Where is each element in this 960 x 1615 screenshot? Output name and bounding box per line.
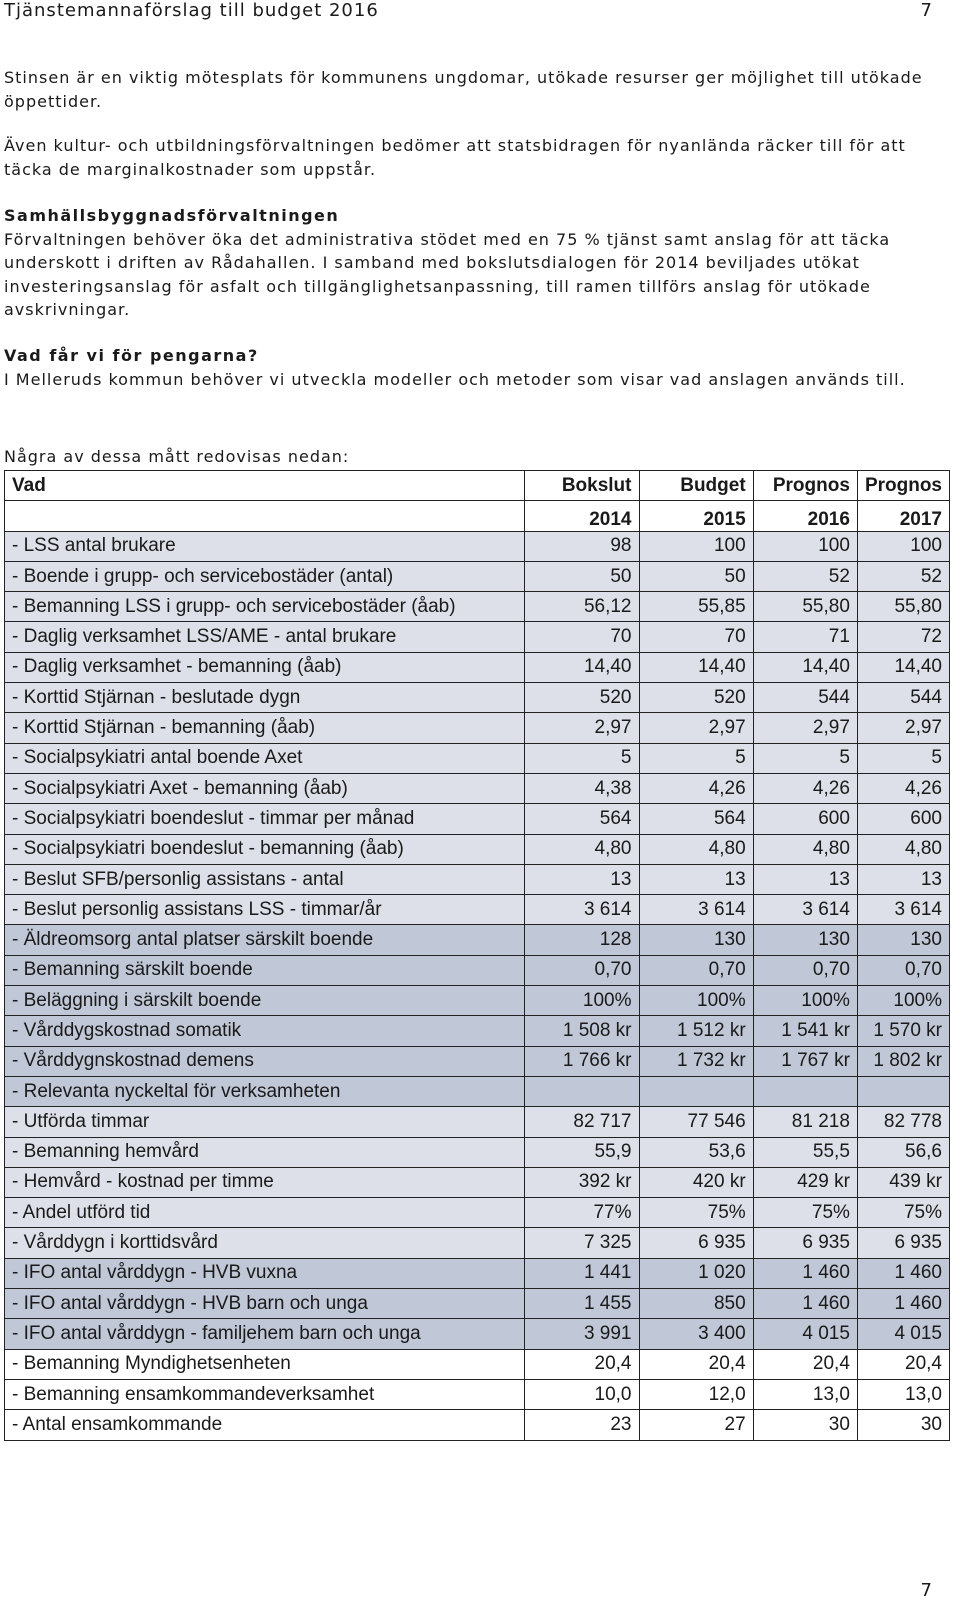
value-cell: 1 460 — [753, 1258, 857, 1288]
row-label-cell: - Bemanning hemvård — [5, 1137, 525, 1167]
value-cell: 4,80 — [753, 834, 857, 864]
value-cell: 4,80 — [639, 834, 753, 864]
table-row — [5, 895, 950, 925]
value-cell: 13 — [525, 864, 639, 894]
table-row — [5, 1076, 950, 1106]
table-row — [5, 652, 950, 682]
header-page-number: 7 — [920, 0, 932, 21]
table-row — [5, 1289, 950, 1319]
table-row — [5, 713, 950, 743]
value-cell: 3 614 — [857, 895, 949, 925]
header-cell: Vad — [5, 471, 525, 501]
row-label-cell: - Socialpsykiatri antal boende Axet — [5, 743, 525, 773]
value-cell: 1 802 kr — [857, 1046, 949, 1076]
row-label-cell: - Korttid Stjärnan - beslutade dygn — [5, 683, 525, 713]
value-cell: 56,12 — [525, 592, 639, 622]
row-label-cell: - Beslut SFB/personlig assistans - antal — [5, 864, 525, 894]
value-cell: 98 — [525, 531, 639, 561]
value-cell: 1 020 — [639, 1258, 753, 1288]
table-row — [5, 955, 950, 985]
header-cell: Prognos — [753, 471, 857, 501]
year-cell: 2014 — [525, 501, 639, 531]
value-cell: 27 — [639, 1410, 753, 1440]
value-cell: 1 508 kr — [525, 1016, 639, 1046]
row-label-cell: - Relevanta nyckeltal för verksamheten — [5, 1076, 525, 1106]
table-row — [5, 1167, 950, 1197]
value-cell: 56,6 — [857, 1137, 949, 1167]
value-cell: 75% — [639, 1198, 753, 1228]
value-cell: 50 — [525, 561, 639, 591]
value-cell: 6 935 — [639, 1228, 753, 1258]
table-row — [5, 1198, 950, 1228]
measures-table — [4, 470, 950, 1441]
section-vad-far-vi — [4, 344, 944, 391]
row-label-cell: - Bemanning LSS i grupp- och servicebostäder (åab) — [5, 592, 525, 622]
table-row — [5, 561, 950, 591]
table-row — [5, 804, 950, 834]
value-cell: 2,97 — [525, 713, 639, 743]
value-cell: 70 — [639, 622, 753, 652]
value-cell: 77 546 — [639, 1107, 753, 1137]
table-row — [5, 683, 950, 713]
value-cell: 850 — [639, 1289, 753, 1319]
value-cell: 100 — [639, 531, 753, 561]
table-row — [5, 1410, 950, 1440]
value-cell: 13 — [639, 864, 753, 894]
value-cell: 429 kr — [753, 1167, 857, 1197]
row-label-cell: - Antal ensamkommande — [5, 1410, 525, 1440]
row-label-cell: - Bemanning särskilt boende — [5, 955, 525, 985]
value-cell: 1 460 — [857, 1289, 949, 1319]
value-cell: 1 541 kr — [753, 1016, 857, 1046]
value-cell: 14,40 — [857, 652, 949, 682]
value-cell: 130 — [857, 925, 949, 955]
table-row — [5, 864, 950, 894]
row-label-cell: - Socialpsykiatri boendeslut - bemanning (åab) — [5, 834, 525, 864]
value-cell: 100 — [753, 531, 857, 561]
value-cell: 6 935 — [857, 1228, 949, 1258]
value-cell: 3 991 — [525, 1319, 639, 1349]
value-cell: 100% — [639, 986, 753, 1016]
row-label-cell: - Korttid Stjärnan - bemanning (åab) — [5, 713, 525, 743]
table-row — [5, 531, 950, 561]
value-cell: 392 kr — [525, 1167, 639, 1197]
value-cell: 72 — [857, 622, 949, 652]
value-cell: 544 — [857, 683, 949, 713]
value-cell: 4,26 — [639, 773, 753, 803]
table-row — [5, 986, 950, 1016]
value-cell — [525, 1076, 639, 1106]
value-cell: 55,85 — [639, 592, 753, 622]
table-row — [5, 1137, 950, 1167]
value-cell: 520 — [525, 683, 639, 713]
value-cell: 5 — [857, 743, 949, 773]
value-cell: 52 — [857, 561, 949, 591]
value-cell: 4,80 — [525, 834, 639, 864]
row-label-cell: - Beslut personlig assistans LSS - timmar/år — [5, 895, 525, 925]
value-cell: 0,70 — [753, 955, 857, 985]
header-cell: Bokslut — [525, 471, 639, 501]
value-cell: 2,97 — [857, 713, 949, 743]
value-cell: 3 614 — [753, 895, 857, 925]
footer-page-number: 7 — [920, 1580, 932, 1601]
section-heading: Samhällsbyggnadsförvaltningen — [4, 206, 340, 225]
value-cell: 75% — [753, 1198, 857, 1228]
value-cell: 0,70 — [857, 955, 949, 985]
value-cell: 52 — [753, 561, 857, 591]
year-cell — [5, 501, 525, 531]
value-cell: 544 — [753, 683, 857, 713]
table-row — [5, 925, 950, 955]
table-row — [5, 1046, 950, 1076]
value-cell: 3 400 — [639, 1319, 753, 1349]
value-cell — [639, 1076, 753, 1106]
section-body: Förvaltningen behöver öka det administrativa stödet med en 75 % tjänst samt anslag för att täcka underskott i driften av Rådahallen. I samband med bokslutsdialogen för 2014 beviljades utökat investeringsanslag för asfalt och tillgänglighetsanpassning, till ramen tillförs anslag för utökade avskrivningar. — [4, 229, 891, 319]
table-row — [5, 1379, 950, 1409]
table-row — [5, 1319, 950, 1349]
value-cell: 55,80 — [753, 592, 857, 622]
value-cell: 100 — [857, 531, 949, 561]
value-cell: 1 512 kr — [639, 1016, 753, 1046]
value-cell: 1 460 — [753, 1289, 857, 1319]
row-label-cell: - Äldreomsorg antal platser särskilt boende — [5, 925, 525, 955]
header-cell: Prognos — [857, 471, 949, 501]
value-cell: 20,4 — [857, 1349, 949, 1379]
value-cell: 3 614 — [639, 895, 753, 925]
row-label-cell: - Bemanning ensamkommandeverksamhet — [5, 1379, 525, 1409]
value-cell: 3 614 — [525, 895, 639, 925]
row-label-cell: - LSS antal brukare — [5, 531, 525, 561]
value-cell: 13 — [753, 864, 857, 894]
row-label-cell: - Beläggning i särskilt boende — [5, 986, 525, 1016]
value-cell: 4,26 — [753, 773, 857, 803]
value-cell: 600 — [753, 804, 857, 834]
value-cell: 2,97 — [753, 713, 857, 743]
table-row — [5, 743, 950, 773]
value-cell: 82 717 — [525, 1107, 639, 1137]
value-cell: 20,4 — [525, 1349, 639, 1379]
year-cell: 2017 — [857, 501, 949, 531]
value-cell: 1 767 kr — [753, 1046, 857, 1076]
table-row — [5, 1349, 950, 1379]
value-cell: 30 — [753, 1410, 857, 1440]
value-cell: 14,40 — [525, 652, 639, 682]
paragraph-kultur: Även kultur- och utbildningsförvaltningen bedömer att statsbidragen för nyanlända räcker till för att täcka de marginalkostnader som uppstår. — [4, 136, 906, 179]
paragraph-stinsen: Stinsen är en viktig mötesplats för kommunens ungdomar, utökade resurser ger möjlighet till utökade öppettider. — [4, 68, 923, 111]
row-label-cell: - Boende i grupp- och servicebostäder (antal) — [5, 561, 525, 591]
table-row — [5, 592, 950, 622]
value-cell: 564 — [525, 804, 639, 834]
row-label-cell: - IFO antal vårddygn - familjehem barn och unga — [5, 1319, 525, 1349]
table-header-row — [5, 471, 950, 501]
value-cell: 520 — [639, 683, 753, 713]
value-cell: 13 — [857, 864, 949, 894]
row-label-cell: - Vårddygskostnad somatik — [5, 1016, 525, 1046]
table-row — [5, 1228, 950, 1258]
row-label-cell: - Bemanning Myndighetsenheten — [5, 1349, 525, 1379]
section-body: I Melleruds kommun behöver vi utveckla modeller och metoder som visar vad anslagen används till. — [4, 369, 906, 389]
value-cell: 0,70 — [525, 955, 639, 985]
value-cell: 564 — [639, 804, 753, 834]
value-cell: 5 — [753, 743, 857, 773]
value-cell: 4,80 — [857, 834, 949, 864]
table-row — [5, 834, 950, 864]
value-cell: 6 935 — [753, 1228, 857, 1258]
value-cell: 600 — [857, 804, 949, 834]
value-cell — [753, 1076, 857, 1106]
value-cell: 10,0 — [525, 1379, 639, 1409]
row-label-cell: - Vårddygn i korttidsvård — [5, 1228, 525, 1258]
value-cell: 14,40 — [639, 652, 753, 682]
value-cell: 14,40 — [753, 652, 857, 682]
value-cell: 2,97 — [639, 713, 753, 743]
value-cell: 1 455 — [525, 1289, 639, 1319]
table-row — [5, 1258, 950, 1288]
value-cell: 20,4 — [753, 1349, 857, 1379]
value-cell: 55,5 — [753, 1137, 857, 1167]
value-cell: 100% — [753, 986, 857, 1016]
value-cell: 1 732 kr — [639, 1046, 753, 1076]
header-cell: Budget — [639, 471, 753, 501]
value-cell: 23 — [525, 1410, 639, 1440]
value-cell: 81 218 — [753, 1107, 857, 1137]
value-cell: 1 460 — [857, 1258, 949, 1288]
value-cell: 77% — [525, 1198, 639, 1228]
value-cell: 130 — [639, 925, 753, 955]
value-cell: 1 766 kr — [525, 1046, 639, 1076]
value-cell: 71 — [753, 622, 857, 652]
row-label-cell: - Daglig verksamhet - bemanning (åab) — [5, 652, 525, 682]
value-cell: 100% — [525, 986, 639, 1016]
value-cell: 53,6 — [639, 1137, 753, 1167]
table-row — [5, 622, 950, 652]
value-cell: 50 — [639, 561, 753, 591]
table-intro: Några av dessa mått redovisas nedan: — [4, 447, 350, 466]
value-cell: 5 — [525, 743, 639, 773]
row-label-cell: - Socialpsykiatri boendeslut - timmar per månad — [5, 804, 525, 834]
row-label-cell: - Andel utförd tid — [5, 1198, 525, 1228]
value-cell: 0,70 — [639, 955, 753, 985]
value-cell: 55,9 — [525, 1137, 639, 1167]
table-row — [5, 773, 950, 803]
value-cell: 12,0 — [639, 1379, 753, 1409]
row-label-cell: - Vårddygnskostnad demens — [5, 1046, 525, 1076]
value-cell: 130 — [753, 925, 857, 955]
value-cell: 100% — [857, 986, 949, 1016]
section-heading: Vad får vi för pengarna? — [4, 346, 259, 365]
value-cell: 4,38 — [525, 773, 639, 803]
table-row — [5, 1016, 950, 1046]
value-cell: 82 778 — [857, 1107, 949, 1137]
row-label-cell: - Utförda timmar — [5, 1107, 525, 1137]
table-row — [5, 1107, 950, 1137]
document-header-title: Tjänstemannaförslag till budget 2016 — [4, 0, 379, 21]
table-year-row — [5, 501, 950, 531]
value-cell: 5 — [639, 743, 753, 773]
value-cell: 4,26 — [857, 773, 949, 803]
value-cell: 70 — [525, 622, 639, 652]
value-cell: 1 570 kr — [857, 1016, 949, 1046]
value-cell: 128 — [525, 925, 639, 955]
year-cell: 2016 — [753, 501, 857, 531]
row-label-cell: - Hemvård - kostnad per timme — [5, 1167, 525, 1197]
row-label-cell: - IFO antal vårddygn - HVB vuxna — [5, 1258, 525, 1288]
value-cell: 30 — [857, 1410, 949, 1440]
value-cell: 420 kr — [639, 1167, 753, 1197]
value-cell: 439 kr — [857, 1167, 949, 1197]
value-cell: 4 015 — [753, 1319, 857, 1349]
year-cell: 2015 — [639, 501, 753, 531]
value-cell — [857, 1076, 949, 1106]
value-cell: 1 441 — [525, 1258, 639, 1288]
row-label-cell: - Daglig verksamhet LSS/AME - antal brukare — [5, 622, 525, 652]
value-cell: 13,0 — [857, 1379, 949, 1409]
row-label-cell: - Socialpsykiatri Axet - bemanning (åab) — [5, 773, 525, 803]
value-cell: 4 015 — [857, 1319, 949, 1349]
section-samhallsbyggnad — [4, 204, 944, 322]
value-cell: 13,0 — [753, 1379, 857, 1409]
value-cell: 75% — [857, 1198, 949, 1228]
value-cell: 20,4 — [639, 1349, 753, 1379]
value-cell: 7 325 — [525, 1228, 639, 1258]
value-cell: 55,80 — [857, 592, 949, 622]
row-label-cell: - IFO antal vårddygn - HVB barn och unga — [5, 1289, 525, 1319]
